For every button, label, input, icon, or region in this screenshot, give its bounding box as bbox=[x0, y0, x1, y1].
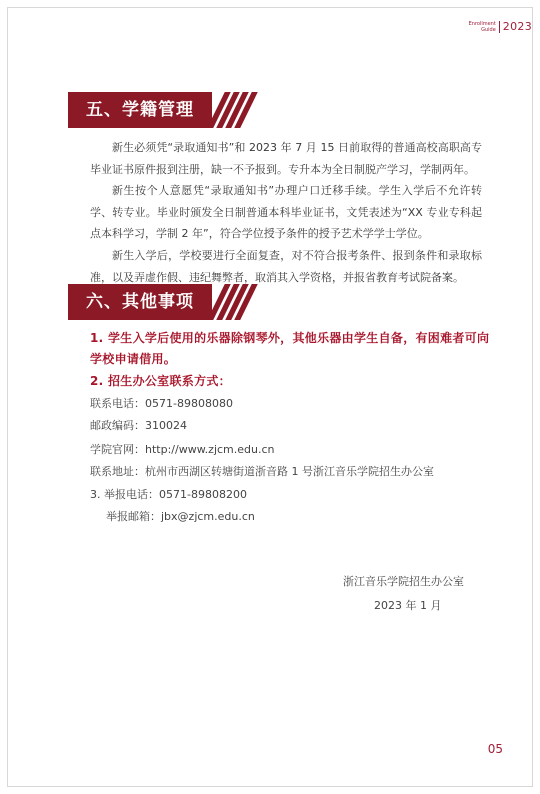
signature-date: 2023 年 1 月 bbox=[374, 599, 442, 612]
contact-address: 联系地址：杭州市西湖区转塘街道浙音路 1 号浙江音乐学院招生办公室 bbox=[90, 465, 434, 478]
postal-code: 邮政编码：310024 bbox=[90, 419, 187, 432]
guide-line-1: Enrollment bbox=[468, 20, 496, 27]
page-number: 05 bbox=[487, 742, 503, 756]
section-5-paragraph-3: 新生入学后，学校要进行全面复查，对不符合报考条件、报到条件和录取标准，以及弄虚作假、违纪舞弊者，取消其入学资格，并报省教育考试院备案。 bbox=[90, 249, 482, 284]
guide-line-2: Guide bbox=[481, 26, 496, 33]
section-5-paragraph-2: 新生按个人意愿凭“录取通知书”办理户口迁移手续。学生入学后不允许转学、转专业。毕业时颁发全日制普通本科毕业证书，文凭表述为“XX 专业专科起点本科学习，学制 2 年”，符合学位授予条件的授予艺术学学士学位。 bbox=[90, 184, 482, 240]
decorative-slashes bbox=[216, 92, 249, 128]
section-5-paragraph-1: 新生必须凭“录取通知书”和 2023 年 7 月 15 日前取得的普通高校高职高专毕业证书原件报到注册，缺一不予报到。专升本为全日制脱产学习，学制两年。 bbox=[90, 141, 482, 176]
section-5-header bbox=[68, 92, 249, 128]
enrollment-guide-mark bbox=[469, 20, 532, 33]
section-5-title: 五、学籍管理 bbox=[68, 92, 212, 128]
header-year: 2023 bbox=[502, 20, 532, 33]
report-phone: 3. 举报电话：0571-89808200 bbox=[90, 488, 247, 501]
section-6-header bbox=[68, 284, 249, 320]
guide-label bbox=[469, 21, 499, 33]
section-6-item-1: 1. 学生入学后使用的乐器除钢琴外，其他乐器由学生自备，有困难者可向学校申请借用。 bbox=[90, 331, 490, 366]
section-6-title: 六、其他事项 bbox=[68, 284, 212, 320]
section-6-item-2: 2. 招生办公室联系方式： bbox=[90, 374, 231, 388]
report-email[interactable]: 举报邮箱：jbx@zjcm.edu.cn bbox=[106, 510, 255, 523]
contact-phone: 联系电话：0571-89808080 bbox=[90, 397, 233, 410]
college-website[interactable]: 学院官网：http://www.zjcm.edu.cn bbox=[90, 443, 275, 456]
signature-organization: 浙江音乐学院招生办公室 bbox=[343, 575, 464, 588]
decorative-slashes bbox=[216, 284, 249, 320]
